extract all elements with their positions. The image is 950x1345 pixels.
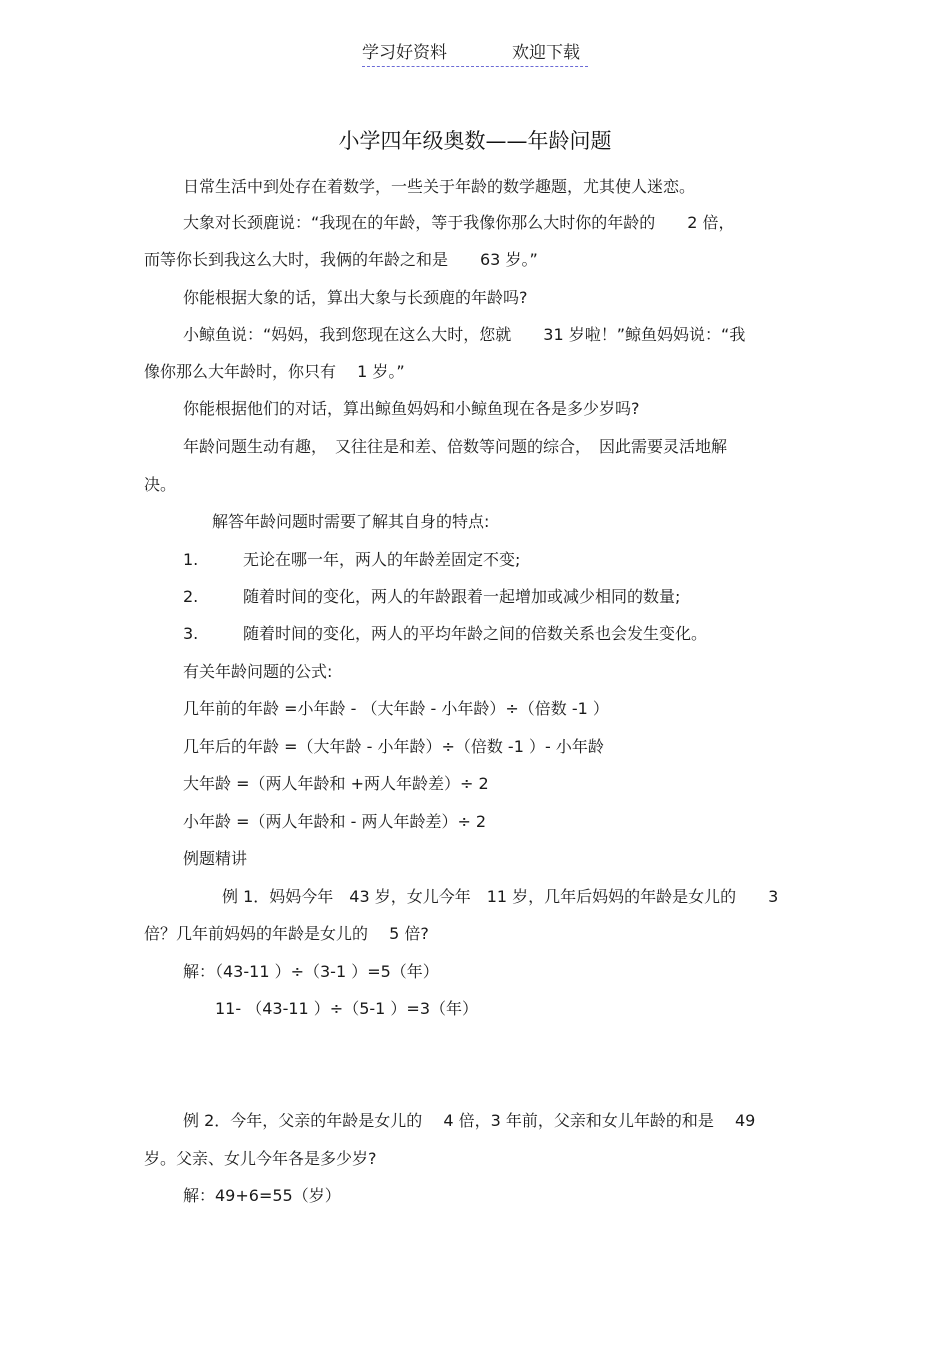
formula-line: 几年后的年龄 =（大年龄 - 小年龄）÷（倍数 -1 ）- 小年龄: [183, 737, 604, 756]
elephant-question: 你能根据大象的话，算出大象与长颈鹿的年龄吗?: [183, 288, 528, 307]
example1-line1: 例 1．妈妈今年 43 岁，女儿今年 11 岁，几年后妈妈的年龄是女儿的 3: [222, 887, 779, 906]
example2-line2: 岁。父亲、女儿今年各是多少岁?: [144, 1149, 377, 1168]
examples-heading: 例题精讲: [183, 849, 248, 868]
feature-number: 2.: [183, 587, 199, 606]
feature-number: 1.: [183, 550, 199, 569]
feature-text: 随着时间的变化，两人的年龄跟着一起增加或减少相同的数量;: [243, 587, 681, 606]
intro-paragraph: 日常生活中到处存在着数学，一些关于年龄的数学趣题，尤其使人迷恋。: [183, 177, 696, 196]
whale-paragraph-line2: 像你那么大年龄时，你只有 1 岁。”: [144, 362, 405, 381]
whale-question: 你能根据他们的对话，算出鲸鱼妈妈和小鲸鱼现在各是多少岁吗?: [183, 399, 640, 418]
document-title: 小学四年级奥数——年龄问题: [338, 129, 612, 153]
header-right-text: 欢迎下载: [512, 43, 580, 63]
summary-line2: 决。: [144, 475, 177, 494]
example1-solution2: 11- （43-11 ）÷（5-1 ）=3（年）: [215, 999, 479, 1018]
summary-line1: 年龄问题生动有趣， 又往往是和差、倍数等问题的综合， 因此需要灵活地解: [183, 437, 728, 456]
example1-solution1: 解：（43-11 ）÷（3-1 ）=5（年）: [183, 962, 439, 981]
formula-line: 小年龄 =（两人年龄和 - 两人年龄差）÷ 2: [183, 812, 487, 831]
feature-text: 随着时间的变化，两人的平均年龄之间的倍数关系也会发生变化。: [243, 624, 708, 643]
feature-number: 3.: [183, 624, 199, 643]
page-header: [362, 40, 588, 67]
header-left-text: 学习好资料: [362, 43, 447, 63]
example1-line2: 倍？几年前妈妈的年龄是女儿的 5 倍?: [144, 924, 429, 943]
features-heading: 解答年龄问题时需要了解其自身的特点:: [212, 512, 490, 531]
formula-line: 大年龄 =（两人年龄和 +两人年龄差）÷ 2: [183, 774, 489, 793]
formulas-heading: 有关年龄问题的公式:: [183, 662, 333, 681]
example2-solution1: 解：49+6=55（岁）: [183, 1186, 341, 1205]
example2-line1: 例 2．今年，父亲的年龄是女儿的 4 倍，3 年前，父亲和女儿年龄的和是 49: [183, 1111, 756, 1130]
elephant-paragraph-line1: 大象对长颈鹿说：“我现在的年龄，等于我像你那么大时你的年龄的 2 倍，: [183, 213, 735, 232]
elephant-paragraph-line2: 而等你长到我这么大时，我俩的年龄之和是 63 岁。”: [144, 250, 538, 269]
formula-line: 几年前的年龄 =小年龄 - （大年龄 - 小年龄）÷（倍数 -1 ）: [183, 699, 609, 718]
feature-text: 无论在哪一年，两人的年龄差固定不变;: [243, 550, 521, 569]
whale-paragraph-line1: 小鲸鱼说：“妈妈，我到您现在这么大时，您就 31 岁啦！”鲸鱼妈妈说：“我: [183, 325, 746, 344]
